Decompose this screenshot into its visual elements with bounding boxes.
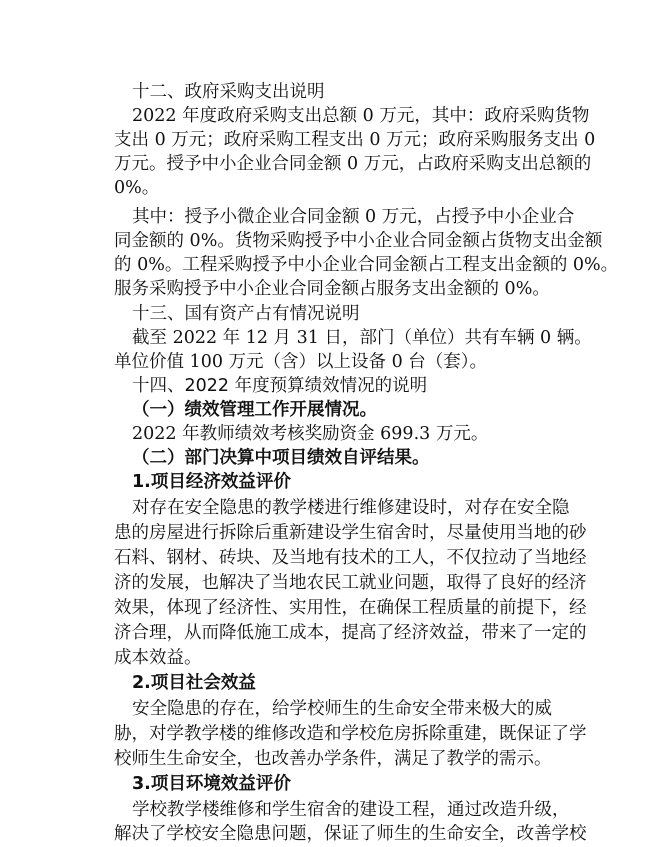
paragraph-line: 2022 年度政府采购支出总额 0 万元，其中：政府采购货物	[132, 106, 590, 126]
paragraph-line: 石料、钢材、砖块、及当地有技术的工人，不仅拉动了当地经	[114, 548, 587, 568]
subsection-1-title: （一）绩效管理工作开展情况。	[132, 400, 377, 420]
paragraph-line: 截至 2022 年 12 月 31 日，部门（单位）共有车辆 0 辆。	[132, 328, 592, 348]
item-3-title: 3.项目环境效益评价	[132, 774, 291, 794]
paragraph-line: 的 0%。工程采购授予中小企业合同金额占工程支出金额的 0%。	[114, 255, 619, 275]
paragraph-line: 服务采购授予中小企业合同金额占服务支出金额的 0%。	[114, 279, 550, 299]
paragraph-line: 其中：授予小微企业合同金额 0 万元，占授予中小企业合	[132, 207, 575, 227]
section-13-title: 十三、国有资产占有情况说明	[132, 304, 360, 324]
paragraph-line: 校师生生命安全，也改善办学条件，满足了教学的需示。	[114, 749, 552, 769]
paragraph-line: 对存在安全隐患的教学楼进行维修建设时，对存在安全隐	[132, 498, 570, 518]
item-2-title: 2.项目社会效益	[132, 673, 256, 693]
paragraph-line: 济的发展，也解决了当地农民工就业问题，取得了良好的经济	[114, 573, 587, 593]
paragraph-line: 安全隐患的存在，给学校师生的生命安全带来极大的威	[132, 699, 552, 719]
paragraph-line: 患的房屋进行拆除后重新建设学生宿舍时，尽量使用当地的砂	[114, 523, 587, 543]
section-14-title: 十四、2022 年度预算绩效情况的说明	[132, 376, 428, 396]
paragraph-line: 2022 年教师绩效考核奖励资金 699.3 万元。	[132, 424, 489, 444]
subsection-2-title: （二）部门决算中项目绩效自评结果。	[132, 448, 430, 468]
paragraph-line: 解决了学校安全隐患问题，保证了师生的生命安全，改善学校	[114, 824, 587, 844]
paragraph-line: 济合理，从而降低施工成本，提高了经济效益，带来了一定的	[114, 623, 587, 643]
paragraph-line: 单位价值 100 万元（含）以上设备 0 台（套）。	[114, 352, 488, 372]
paragraph-line: 支出 0 万元；政府采购工程支出 0 万元；政府采购服务支出 0	[114, 130, 596, 150]
paragraph-line: 万元。授予中小企业合同金额 0 万元，占政府采购支出总额的	[114, 154, 592, 174]
paragraph-line: 学校教学楼维修和学生宿舍的建设工程，通过改造升级，	[132, 800, 570, 820]
paragraph-line: 胁，对学教学楼的维修改造和学校危房拆除重建，既保证了学	[114, 724, 587, 744]
paragraph-line: 效果，体现了经济性、实用性，在确保工程质量的前提下，经	[114, 598, 587, 618]
paragraph-line: 同金额的 0%。货物采购授予中小企业合同金额占货物支出金额	[114, 231, 603, 251]
paragraph-line: 成本效益。	[114, 648, 202, 668]
item-1-title: 1.项目经济效益评价	[132, 472, 291, 492]
paragraph-line: 0%。	[114, 178, 160, 198]
section-12-title: 十二、政府采购支出说明	[132, 82, 325, 102]
